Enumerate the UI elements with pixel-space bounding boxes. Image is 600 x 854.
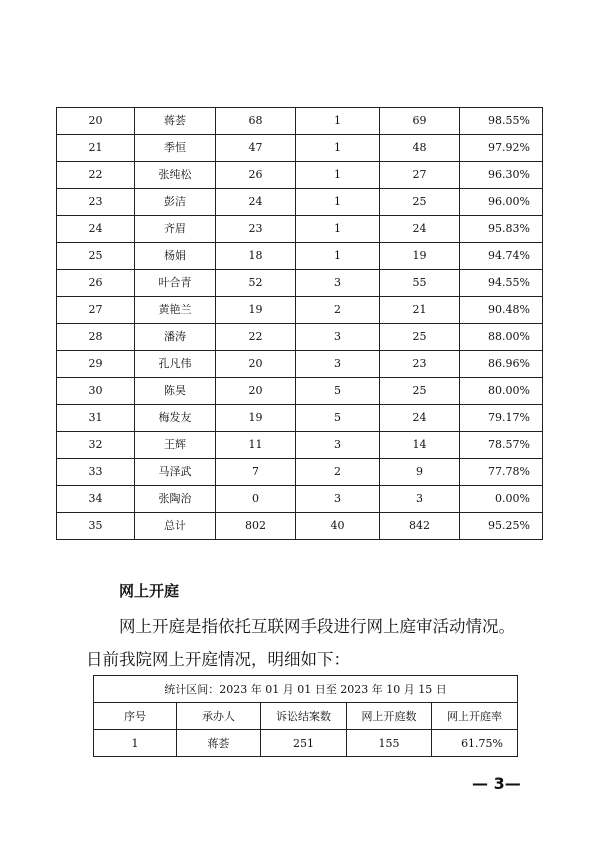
table-cell: 24 [380, 405, 460, 432]
table-cell: 黄艳兰 [135, 297, 216, 324]
table-cell: 1 [296, 135, 380, 162]
table-cell: 总计 [135, 513, 216, 540]
table-row [57, 108, 543, 135]
table-cell: 23 [380, 351, 460, 378]
table-cell: 251 [261, 730, 347, 757]
table-row [57, 486, 543, 513]
table-cell: 23 [57, 189, 135, 216]
header-row [94, 703, 518, 730]
table-cell: 61.75% [432, 730, 518, 757]
table-cell: 20 [216, 351, 296, 378]
table-cell: 9 [380, 459, 460, 486]
header-cell: 网上开庭数 [347, 703, 432, 730]
table-cell: 90.48% [460, 297, 543, 324]
table-cell: 52 [216, 270, 296, 297]
table-cell: 55 [380, 270, 460, 297]
table-cell: 25 [380, 189, 460, 216]
table-row [57, 189, 543, 216]
table-cell: 25 [57, 243, 135, 270]
table-cell: 26 [216, 162, 296, 189]
table-cell: 24 [57, 216, 135, 243]
table-cell: 77.78% [460, 459, 543, 486]
table-cell: 1 [296, 189, 380, 216]
table-cell: 32 [57, 432, 135, 459]
table-cell: 1 [296, 216, 380, 243]
online-hearing-table-body [94, 730, 518, 757]
table-cell: 79.17% [460, 405, 543, 432]
table-cell: 陈昊 [135, 378, 216, 405]
table-cell: 88.00% [460, 324, 543, 351]
table-cell: 96.00% [460, 189, 543, 216]
table-cell: 1 [296, 108, 380, 135]
table-cell: 78.57% [460, 432, 543, 459]
stat-period-row [94, 676, 518, 703]
table-cell: 86.96% [460, 351, 543, 378]
judge-stats-table-body [57, 108, 543, 540]
table-cell: 齐眉 [135, 216, 216, 243]
table-row [57, 243, 543, 270]
table-row [57, 216, 543, 243]
table-cell: 19 [216, 297, 296, 324]
table-row [57, 405, 543, 432]
table-cell: 33 [57, 459, 135, 486]
online-hearing-table [93, 675, 518, 757]
table-cell: 27 [380, 162, 460, 189]
table-cell: 40 [296, 513, 380, 540]
table-row [57, 162, 543, 189]
table-cell: 20 [216, 378, 296, 405]
table-cell: 0 [216, 486, 296, 513]
table-row [57, 513, 543, 540]
table-cell: 25 [380, 324, 460, 351]
table-cell: 96.30% [460, 162, 543, 189]
table-cell: 24 [216, 189, 296, 216]
table-cell: 19 [380, 243, 460, 270]
table-cell: 3 [380, 486, 460, 513]
table-cell: 3 [296, 270, 380, 297]
header-cell: 诉讼结案数 [261, 703, 347, 730]
table-cell: 叶合青 [135, 270, 216, 297]
table-cell: 蒋荟 [135, 108, 216, 135]
table-cell: 34 [57, 486, 135, 513]
table-cell: 18 [216, 243, 296, 270]
table-cell: 2 [296, 297, 380, 324]
table-cell: 19 [216, 405, 296, 432]
table-cell: 35 [57, 513, 135, 540]
table-cell: 梅发友 [135, 405, 216, 432]
table-cell: 1 [296, 162, 380, 189]
table-cell: 11 [216, 432, 296, 459]
online-hearing-table-head [94, 676, 518, 730]
table-cell: 彭洁 [135, 189, 216, 216]
header-cell: 网上开庭率 [432, 703, 518, 730]
table-cell: 842 [380, 513, 460, 540]
table-cell: 蒋荟 [177, 730, 261, 757]
page-number: — 3— [472, 774, 521, 793]
table-cell: 2 [296, 459, 380, 486]
table-cell: 30 [57, 378, 135, 405]
table-cell: 31 [57, 405, 135, 432]
table-cell: 80.00% [460, 378, 543, 405]
table-cell: 94.55% [460, 270, 543, 297]
table-cell: 98.55% [460, 108, 543, 135]
table-cell: 95.25% [460, 513, 543, 540]
section-heading: 网上开庭 [119, 582, 180, 600]
table-cell: 3 [296, 432, 380, 459]
table-cell: 季恒 [135, 135, 216, 162]
table-cell: 95.83% [460, 216, 543, 243]
table-cell: 22 [216, 324, 296, 351]
table-cell: 69 [380, 108, 460, 135]
table-cell: 97.92% [460, 135, 543, 162]
table-cell: 155 [347, 730, 432, 757]
header-cell: 承办人 [177, 703, 261, 730]
table-cell: 26 [57, 270, 135, 297]
table-cell: 28 [57, 324, 135, 351]
table-row [57, 459, 543, 486]
table-cell: 23 [216, 216, 296, 243]
table-cell: 3 [296, 351, 380, 378]
table-cell: 21 [380, 297, 460, 324]
table-cell: 94.74% [460, 243, 543, 270]
table-cell: 14 [380, 432, 460, 459]
judge-stats-table [56, 107, 543, 540]
table-cell: 5 [296, 378, 380, 405]
header-cell: 序号 [94, 703, 177, 730]
table-cell: 3 [296, 324, 380, 351]
table-row [57, 378, 543, 405]
table-cell: 张纯松 [135, 162, 216, 189]
table-cell: 王辉 [135, 432, 216, 459]
table-cell: 孔凡伟 [135, 351, 216, 378]
table-cell: 5 [296, 405, 380, 432]
table-row [57, 351, 543, 378]
table-cell: 802 [216, 513, 296, 540]
table-row [57, 432, 543, 459]
table-row [57, 270, 543, 297]
table-cell: 张陶治 [135, 486, 216, 513]
stat-period: 统计区间：2023 年 01 月 01 日至 2023 年 10 月 15 日 [94, 676, 518, 703]
table-cell: 7 [216, 459, 296, 486]
table-cell: 3 [296, 486, 380, 513]
table-cell: 27 [57, 297, 135, 324]
table-cell: 24 [380, 216, 460, 243]
table-cell: 1 [296, 243, 380, 270]
table-cell: 潘涛 [135, 324, 216, 351]
table-row [94, 730, 518, 757]
table-cell: 29 [57, 351, 135, 378]
section-paragraph: 网上开庭是指依托互联网手段进行网上庭审活动情况。日前我院网上开庭情况，明细如下： [86, 617, 515, 669]
table-cell: 68 [216, 108, 296, 135]
table-row [57, 324, 543, 351]
table-cell: 47 [216, 135, 296, 162]
table-cell: 21 [57, 135, 135, 162]
table-cell: 20 [57, 108, 135, 135]
table-cell: 25 [380, 378, 460, 405]
table-cell: 杨娟 [135, 243, 216, 270]
table-cell: 0.00% [460, 486, 543, 513]
table-cell: 22 [57, 162, 135, 189]
table-cell: 48 [380, 135, 460, 162]
table-cell: 马泽武 [135, 459, 216, 486]
table-row [57, 297, 543, 324]
table-cell: 1 [94, 730, 177, 757]
table-row [57, 135, 543, 162]
